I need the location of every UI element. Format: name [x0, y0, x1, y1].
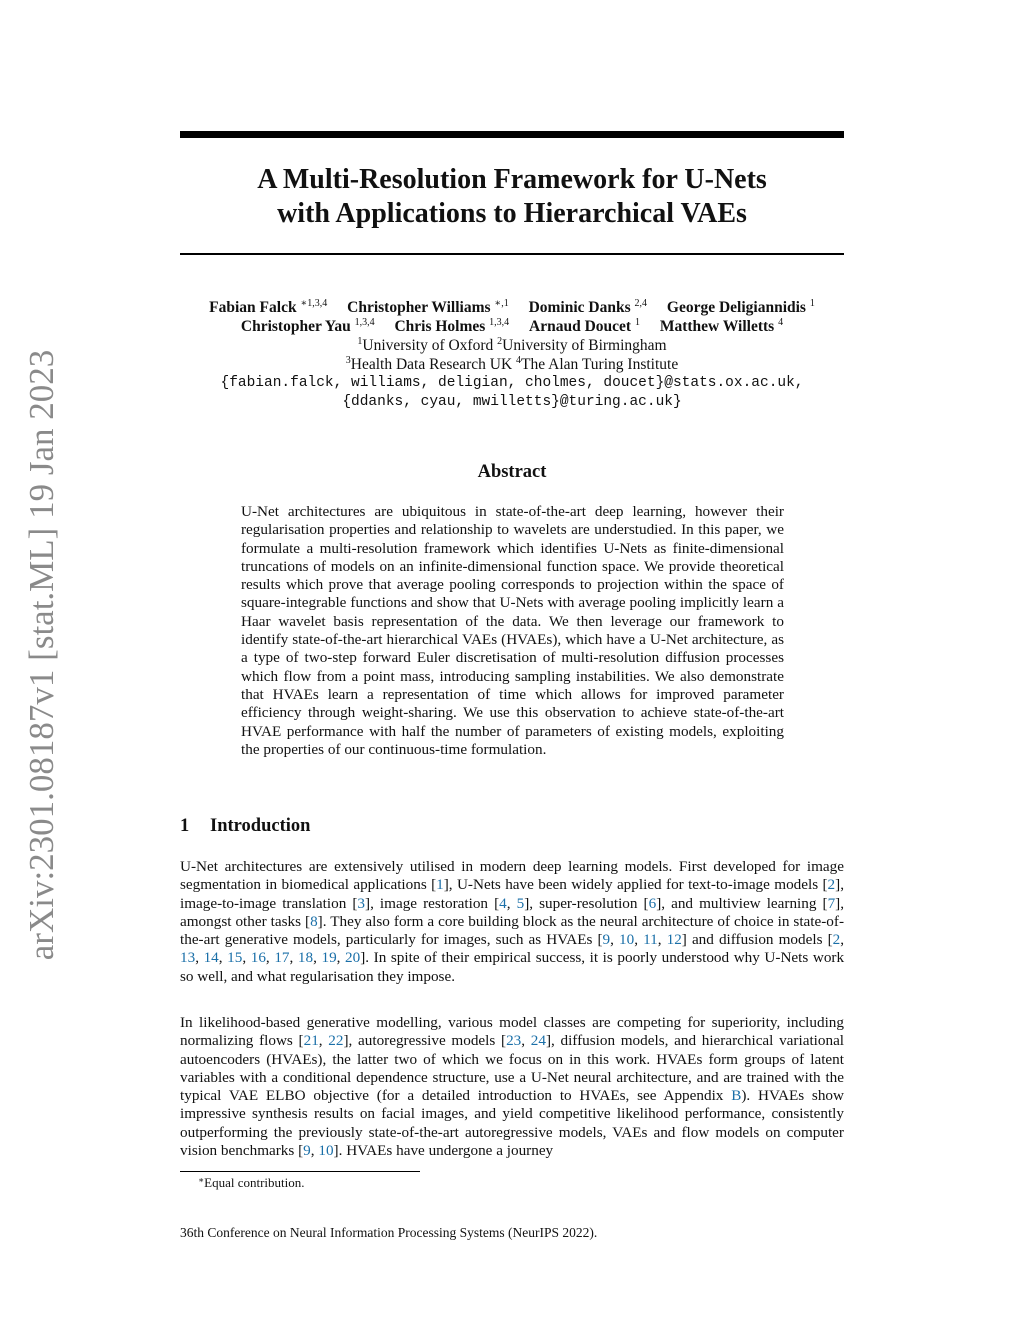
- citation-link[interactable]: 19: [321, 949, 337, 967]
- citation-link[interactable]: 20: [345, 949, 361, 967]
- author-row-2: [150, 317, 874, 336]
- author: Arnaud Doucet $^1$: [529, 317, 640, 335]
- email-line[interactable]: {ddanks, cyau, mwilletts}@turing.ac.uk}: [342, 394, 682, 410]
- author-block: [150, 298, 874, 412]
- citation-link[interactable]: 9: [602, 931, 611, 949]
- footnote-rule: [180, 1171, 420, 1172]
- citation-link[interactable]: 13: [180, 949, 196, 967]
- author: Christopher Yau $^{1,3,4}$: [240, 317, 375, 335]
- citation-link[interactable]: 12: [666, 931, 682, 949]
- affiliation: University of Oxford: [362, 337, 494, 354]
- citation-link[interactable]: 10: [318, 1142, 334, 1160]
- author: Dominic Danks $^{2,4}$: [528, 298, 648, 316]
- citation-link[interactable]: 18: [297, 949, 314, 967]
- title-rule-bottom: [180, 253, 844, 255]
- section-title: Introduction: [210, 816, 311, 836]
- citation-link[interactable]: 14: [203, 949, 219, 967]
- citation-link[interactable]: 8: [310, 912, 318, 930]
- citation-link[interactable]: 10: [619, 931, 635, 949]
- citation-link[interactable]: 5: [516, 894, 525, 912]
- citation-link[interactable]: 4: [499, 894, 507, 912]
- arxiv-identifier: arXiv:2301.08187v1 [stat.ML] 19 Jan 2023: [22, 349, 61, 961]
- citation-link[interactable]: 15: [227, 949, 243, 967]
- citation-link[interactable]: 21: [303, 1032, 319, 1050]
- title-line-1: A Multi-Resolution Framework for U-Nets: [257, 164, 767, 195]
- affiliation-row-2: $^3$Health Data Research UK $^4$The Alan Turing Institute: [345, 355, 679, 373]
- citation-link[interactable]: 9: [303, 1142, 311, 1160]
- email-line[interactable]: {fabian.falck, williams, deligian, cholmes, doucet}@stats.ox.ac.uk,: [220, 375, 804, 391]
- citation-link[interactable]: 11: [643, 931, 658, 949]
- citation-link[interactable]: 1: [436, 876, 444, 894]
- citation-link[interactable]: 2: [832, 931, 841, 949]
- affiliation-row-1: $^1$University of Oxford $^2$University of Birmingham: [357, 336, 667, 354]
- author: Matthew Willetts $^4$: [659, 317, 784, 335]
- footnote-text: Equal contribution.: [204, 1175, 305, 1190]
- citation-link[interactable]: 22: [328, 1032, 344, 1050]
- affiliation: Health Data Research UK: [350, 356, 513, 373]
- intro-paragraph-2: In likelihood-based generative modelling, various model classes are competing for superiority, including normalizing flows [21, 22], autoregressive models [23, 24], diffusion models, and hierarchical variational autoencoders (HVAEs), the latter two of which we focus on in this work. HVAEs form groups of latent variables with a conditional dependence structure, use a U-Net neural architecture, and are trained with the typical VAE ELBO objective (for a detailed introduction to HVAEs, see Appendix B). HVAEs show impressive synthesis results on facial images, and yield competitive likelihood performance, consistently outperforming the previously state-of-the-art autoregressive models, VAEs and flow models on computer vision benchmarks [9, 10]. HVAEs have undergone a journey: [180, 1014, 845, 1160]
- title-line-2: with Applications to Hierarchical VAEs: [277, 198, 747, 229]
- citation-link[interactable]: 3: [357, 894, 366, 912]
- footnote: [198, 1175, 305, 1191]
- citation-link[interactable]: 24: [530, 1032, 546, 1050]
- paper-title: [180, 163, 844, 231]
- venue-footer: 36th Conference on Neural Information Processing Systems (NeurIPS 2022).: [180, 1225, 598, 1240]
- affiliation: The Alan Turing Institute: [521, 356, 679, 373]
- author: George Deligiannidis $^1$: [666, 298, 815, 316]
- citation-link[interactable]: 23: [506, 1032, 522, 1050]
- author: Fabian Falck $^{∗1,3,4}$: [209, 298, 328, 316]
- author-row-1: [150, 298, 874, 317]
- citation-link[interactable]: 17: [274, 949, 290, 967]
- affiliation: University of Birmingham: [502, 337, 667, 354]
- intro-paragraph-1: U-Net architectures are extensively utilised in modern deep learning models. First developed for image segmentation in biomedical applications [1], U-Nets have been widely applied for text-to-image models [2], image-to-image translation [3], image restoration [4, 5], super-resolution [6], and multiview learning [7], amongst other tasks [8]. They also form a core building block as the neural architecture of choice in state-of-the-art generative models, particularly for images, such as HVAEs [9, 10, 11, 12] and diffusion models [2, 13, 14, 15, 16, 17, 18, 19, 20]. In spite of their empirical success, it is poorly understood why U-Nets work so well, and what regularisation they impose.: [180, 858, 845, 985]
- citation-link[interactable]: 6: [648, 894, 657, 912]
- citation-link[interactable]: 7: [827, 894, 836, 912]
- abstract-text: U-Net architectures are ubiquitous in state-of-the-art deep learning, however their regularisation properties and relationship to wavelets are understudied. In this paper, we formulate a multi-resolution framework which identifies U-Nets as finite-dimensional truncations of models on an infinite-dimensional function space. We provide theoretical results which prove that average pooling corresponds to projection within the space of square-integrable functions and show that U-Nets with average pooling implicitly learn a Haar wavelet basis representation of the data. We then leverage our framework to identify state-of-the-art hierarchical VAEs (HVAEs), which have a U-Net architecture, as a type of two-step forward Euler discretisation of multi-resolution diffusion processes which flow from a point mass, introducing sampling instabilities. We also demonstrate that HVAEs learn a representation of time which allows for improved parameter efficiency through weight-sharing. We use this observation to achieve state-of-the-art HVAE performance with half the number of parameters of existing models, exploiting the properties of our continuous-time formulation.: [241, 503, 784, 758]
- author: Chris Holmes $^{1,3,4}$: [394, 317, 510, 335]
- title-rule-top: [180, 131, 844, 138]
- section-heading-introduction: [180, 815, 310, 837]
- abstract-heading: Abstract: [477, 462, 547, 482]
- section-number: 1: [180, 816, 190, 836]
- citation-link[interactable]: 16: [250, 949, 266, 967]
- footnote-mark: ∗: [198, 1175, 205, 1185]
- citation-link[interactable]: 2: [827, 876, 836, 894]
- appendix-link[interactable]: B: [731, 1087, 742, 1105]
- author: Christopher Williams $^{∗,1}$: [347, 298, 509, 316]
